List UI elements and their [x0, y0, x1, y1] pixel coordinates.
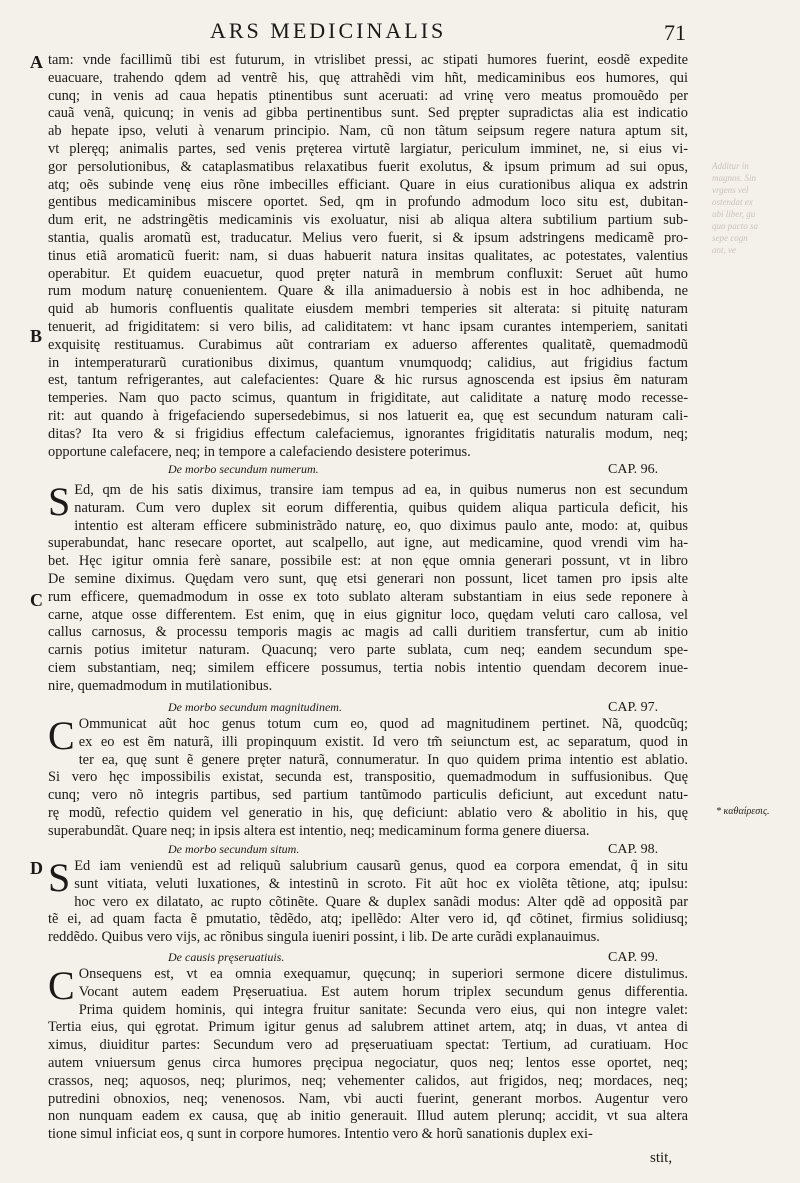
text-line: dum erit, ne adstringẽtis medicaminis vis exoluatur, nisi ab aliqua altera subtilium partium sub-: [48, 212, 688, 229]
chapter-heading-97: [48, 700, 688, 714]
text-line: nire, quemadmodum in mutilationibus.: [48, 677, 273, 694]
chapter-title: De morbo secundum situm.: [168, 842, 300, 856]
text-line: carnis potius imitetur naturam. Quacunq; vero parte sublata, cum neq; eandem secundum spe-: [48, 642, 688, 659]
text-line: reddẽdo. Quibus vero vĳs, ac rõnibus singula iueniri possint, i lib. De arte curãdi explanauimus.: [48, 929, 600, 946]
text-line: intentio est alteram efficere subministrãdo naturę, eo, quo diximus paulo ante, modo: at, quibus: [74, 517, 688, 534]
text-line: Ed, qm de his satis diximus, transire iam tempus ad ea, in quibus numerus non est secundum: [74, 482, 688, 498]
running-head: ARS MEDICINALIS: [210, 18, 447, 43]
text-line: Si vero hęc impossibilis existat, secunda est, transpositio, quemadmodum in suffusionibus. Quę: [48, 769, 688, 786]
text-line: Ommunicat aũt hoc genus totum cum eo, quod ad magnitudinem pertinet. Nã, quodcũq;: [78, 716, 688, 732]
text-line: Tertia eius, qui ęgrotat. Primum igitur genus ad salubrem attinet artem, atq; in duas, vt antea di: [48, 1019, 688, 1036]
text-line: Ed iam veniendũ est ad reliquũ salubrium causarũ genus, quod ea corpora emendat, q̃ in situ: [74, 858, 688, 874]
text-line: putredini obnoxios, neq; venenosos. Nam, vbi aucti fuerint, generant morbos. Augentur vero: [48, 1090, 688, 1107]
margin-letter-a: A: [30, 52, 43, 72]
text-line: tam: vnde facillimũ tibi est futurum, in vtrislibet pressi, ac stipati humores fuerint, eosdẽ expedite: [48, 52, 688, 68]
text-line: non nunquam eadem ex causa, quę ab initio generauit. Illud autem plerunq; accidit, vt sua altera: [48, 1108, 688, 1125]
text-line: in intemperaturarũ curationibus diximus, quantum vnumquodq; calidius, aut frigidius factum: [48, 354, 688, 371]
margin-letter-b: B: [30, 326, 43, 346]
text-line: est, tantum refrigerantes, aut calefacientes: Quare & hic rursus agnoscenda est ipsius ẽm naturam: [48, 372, 688, 389]
text-line: tione simul inficiat eos, q sunt in corpore humores. Intentio vero & horũ sanationis duplex exi-: [48, 1126, 593, 1143]
chapter-title: De morbo secundum numerum.: [168, 462, 319, 476]
text-line: crassos, neq; aquosos, neq; plurimos, neq; vehementer calidos, aut frigidos, neq; mordaces, neq;: [48, 1072, 688, 1089]
text-line: vt pleręq; animalis partes, sed venis pręterea virtutẽ largiatur, periculum imminet, ne, si eius vi-: [48, 140, 688, 157]
text-line: atq; oẽs subinde venę eius rõne imbecilles efficiant. Quare in eius curationibus aliqua ex adstrin: [48, 176, 688, 193]
text-line: Prima quidem hominis, qui integra fruitur sanitate: Secunda vero eius, qui non integre valet:: [78, 1001, 688, 1018]
text-line: exquisitę restituamus. Curabimus aũt contrariam ex aduerso afferentes qualitatẽ, quemadmodũ: [48, 336, 688, 353]
bleed-through-text: Additur in magnos. Sin vrgens vel ostendat ex ubi liber, gu quo pacto sa sepe cogn ant, ve: [712, 161, 758, 255]
drop-cap: S: [48, 855, 71, 900]
text-line: bet. Hęc igitur omnia ferè sanare, possibile est: at non ęque omnia generari possunt, vt in libro: [48, 553, 688, 570]
text-line: euacuare, trahendo qdem ad ventrẽ his, quę attrahẽdi vim hñt, medicaminibus eos humores, qui: [48, 69, 688, 86]
text-line: sunt vitiata, veluti luxationes, & intestinũ in scroto. Fit aũt hoc ex violẽta tẽtione, atq; ipulsu:: [74, 875, 688, 892]
text-line: rit: aut quando à frigefaciendo supersedebimus, si nos latuerit ea, quę est secundum naturam cali-: [48, 407, 688, 424]
text-line: temperies. Nam quo pacto scimus, quantum in frigiditate, aut caliditate a naturę modo recesse-: [48, 390, 688, 407]
chapter-number: CAP. 99.: [608, 950, 659, 965]
text-line: callus carnosus, & processu temporis magis ac magis ad calli duritiem transfertur, cum ab initio: [48, 624, 688, 641]
text-line: Vocant autem eadem Pręseruatiua. Est autem horum triplex secundum genus differentia.: [78, 983, 688, 1000]
text-line: ab hepate ipso, veluti à venarum principio. Nam, cũ non tãtum seipsum regere natura aptum sit,: [48, 123, 688, 140]
text-line: ximus, diuiditur partes: Secundum vero ad pręseruatiuam spectat: Tertium, ad curatiuam. Hoc: [48, 1037, 688, 1054]
text-line: quid ab humoris confluentis qualitate eiusdem membri temperies sit alterata: si pituitę naturam: [48, 301, 688, 318]
margin-letter-d: D: [30, 858, 43, 878]
paragraph-2: [48, 479, 688, 696]
text-line: ditas? Ita vero & si frigidius effectum calefaciemus, ignorantes frigiditatis naturalis modum, neq;: [48, 425, 688, 442]
text-line: gentibus medicaminibus miscere oportet. Sed, qm in profundo admodum loco situ est, dubitan-: [48, 194, 688, 211]
paragraph-1: [48, 52, 688, 461]
chapter-heading-96: [48, 462, 688, 476]
text-line: rum modum naturę conuenientem. Quare & illa animaduersio à nobis est in hoc adhibenda, ne: [48, 283, 688, 300]
chapter-heading-98: [48, 842, 688, 856]
catchword: stit,: [650, 1150, 673, 1166]
text-line: superabundãt. Quare neq; in ipsis altera est intentio, neq; medicaminum forma genere diuersa.: [48, 822, 590, 839]
text-line: tinus etiã aromaticũ fuerit: nam, si duas habuerit natura insitas qualitates, ac potestates, valentius: [48, 247, 688, 264]
drop-cap: C: [48, 963, 75, 1008]
chapter-title: De morbo secundum magnitudinem.: [168, 700, 342, 714]
text-line: rę modũ, refectio quidem vel generatio in his, quę deficiunt: ablatio vero & abolitio in his, quę: [48, 804, 688, 821]
chapter-number: CAP. 97.: [608, 700, 659, 715]
text-line: opportune calefacere, neq; in tempore a calefaciendo desistere poterimus.: [48, 443, 471, 460]
text-line: rum efficere, quemadmodum in osse ex toto sublato alteram substantiam in eius sede reponere à: [48, 588, 688, 605]
text-line: gor persolutionibus, & cataplasmatibus relaxatibus fuerit exolutus, & ipsum primum ad sui opus,: [48, 158, 688, 175]
text-line: ter ea, quę sunt ẽ genere pręter naturã, connumeratur. In quo quidem prima intentio est ablatio.: [78, 751, 688, 768]
drop-cap: C: [48, 713, 75, 758]
text-line: cunq; in venis ad caua hepatis ptinentibus sunt aceruati: ad vrinę vero meatus promouẽdo per: [48, 87, 688, 104]
text-line: ex eo est ẽm naturã, illi propinquum existit. Id vero tm̃ seiunctum est, ac separatum, quod in: [78, 733, 688, 750]
margin-letter-c: C: [30, 590, 43, 610]
text-line: stantia, qualis aromatũ est, traducatur. Melius vero fuerit, si & ipsum adstringens medicamẽ pro-: [48, 229, 688, 246]
paragraph-4: [48, 855, 688, 947]
text-line: tenuerit, ad frigiditatem: si vero bilis, ad caliditatem: vt hanc ipsam curantes intemperiem, sanitati: [48, 318, 688, 335]
text-line: operabitur. Et quidem euacuetur, quod pręter naturã in membrum confluxit: Seruet aũt humo: [48, 265, 688, 282]
text-line: autem vniuersum genus circa humores pręcipua negociatur, quos neq; lentos esse oportet, neq;: [48, 1054, 688, 1071]
text-line: cunq; vero nõ integris partibus, sed partium tantũmodo particulis deficiunt, aut excedunt natu-: [48, 787, 688, 804]
paragraph-3: [48, 713, 688, 841]
paragraph-5: [48, 963, 688, 1144]
chapter-heading-99: [48, 950, 688, 964]
chapter-number: CAP. 96.: [608, 462, 659, 477]
drop-cap: S: [48, 479, 71, 524]
text-line: De semine diximus. Quędam vero sunt, quę etsi generari non possunt, licet tamen pro ipsis alte: [48, 570, 688, 587]
page-number: 71: [664, 20, 686, 45]
marginal-gloss: * καθαίρεσις.: [716, 806, 770, 817]
text-line: hoc vero ex dilatato, ac rupto cõtinẽte. Quare & duplex sanãdi modus: Alter qdẽ ad oppositã par: [74, 893, 688, 910]
chapter-title: De causis pręseruatiuis.: [168, 950, 285, 964]
text-line: cauã venã, quicunq; in venis ad gibba pertinentibus sunt. Sed prępter supradictas alia est indicatio: [48, 105, 688, 122]
text-line: Onsequens est, vt ea omnia exequamur, quęcunq; in superiori sermone dicere distulimus.: [78, 966, 688, 982]
text-line: tẽ ei, ad quam facta ẽ pmutatio, tẽdẽdo, atq; ipellẽdo: Alter vero id, qđ cõtinet, firmius solidiusq;: [48, 911, 688, 928]
text-line: carne, atque osse differentem. Est enim, quę in eius gignitur loco, quędam veluti caro callosa, vel: [48, 606, 688, 623]
chapter-number: CAP. 98.: [608, 842, 659, 857]
text-line: superabundat, hanc resecare oportet, aut scalpello, aut igne, aut medicamine, quod vrendi vim ha-: [48, 535, 688, 552]
text-line: ciem substantiam, neq; similem efficere possumus, tertia nobis intentio quendam decorem inue-: [48, 659, 688, 676]
text-line: naturam. Cum vero duplex sit eorum differentia, quibus quidem aliqua particula deficit, his: [74, 499, 688, 516]
